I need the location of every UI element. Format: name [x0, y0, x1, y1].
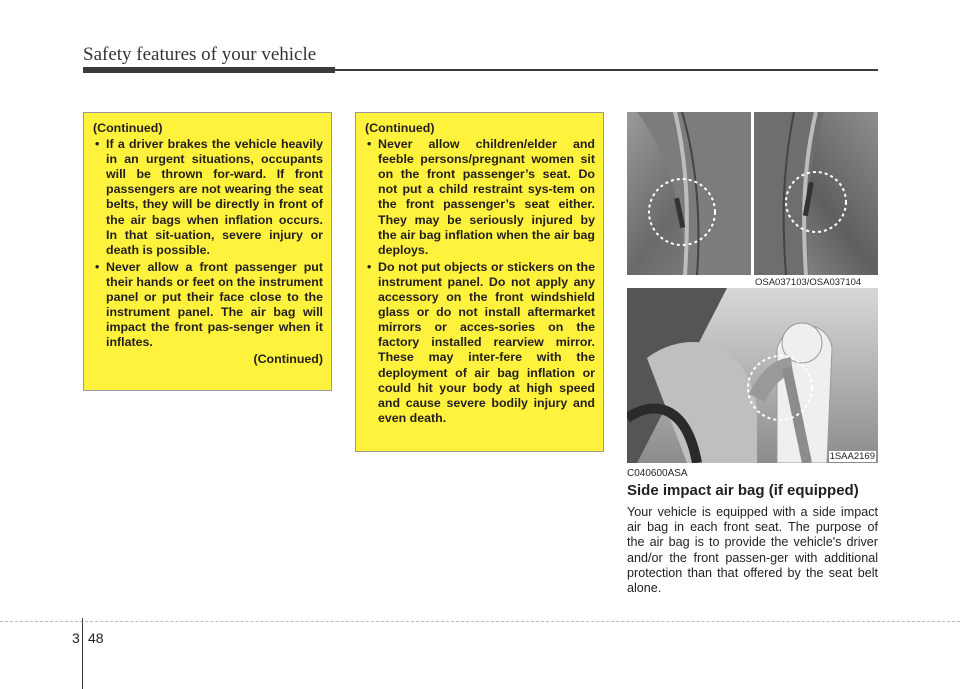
warning-list	[365, 137, 595, 426]
figure-code-top: OSA037103/OSA037104	[755, 277, 862, 288]
warning-bullet: • Never allow a front passenger put their hands or feet on the instrument panel or put their face close to the instrument panel. The air bag will impact the front pas-senger when it inflates.	[93, 260, 323, 351]
warning-bullet: • If a driver brakes the vehicle heavily in an urgent situations, occupants will be thrown for-ward. If front passengers are not wearing the seat belts, they will be directly in front of the air bags when inflation occurs. In that sit-uation, severe injury or death is possible.	[93, 137, 323, 258]
figure-code-bottom: 1SAA2169	[829, 451, 875, 462]
section-heading: Side impact air bag (if equipped)	[627, 482, 859, 499]
warning-box-middle	[355, 112, 604, 452]
section-title: Safety features of your vehicle	[83, 44, 317, 65]
seat-airbag-photo-left	[627, 112, 751, 275]
header-rule-thick	[83, 67, 335, 73]
warning-bullet: • Never allow children/elder and feeble persons/pregnant women sit on the front passenger’s seat. Do not put a child restraint sys-tem on the front passenger’s seat either. They may be seriously injured by the air bag inflation when the air bag deploys.	[365, 137, 595, 258]
header-rule-thin	[335, 69, 878, 71]
page-number: 48	[88, 630, 104, 646]
warning-box-left	[83, 112, 332, 391]
footer-divider	[0, 621, 960, 622]
continued-label: (Continued)	[365, 121, 435, 135]
page-number-divider	[82, 618, 83, 689]
seat-airbag-photo-right	[754, 112, 878, 275]
section-body: Your vehicle is equipped with a side impact air bag in each front seat. The purpose of the air bag is to provide the vehicle's driver and/or the front passen-ger with additional protection than that offered by the seat belt alone.	[627, 505, 878, 596]
continued-label-bottom: (Continued)	[253, 352, 323, 367]
section-code: C040600ASA	[627, 468, 688, 479]
continued-label: (Continued)	[93, 121, 163, 135]
warning-list	[93, 137, 323, 350]
chapter-number: 3	[72, 630, 80, 646]
interior-occupant-photo	[627, 288, 878, 463]
warning-bullet: • Do not put objects or stickers on the instrument panel. Do not apply any accessory on the front windshield glass or do not install aftermarket mirrors or acces-sories on the factory installed rearview mirror. These may inter-fere with the deployment of air bag inflation or could hit your body at high speed and cause severe bodily injury and even death.	[365, 260, 595, 426]
